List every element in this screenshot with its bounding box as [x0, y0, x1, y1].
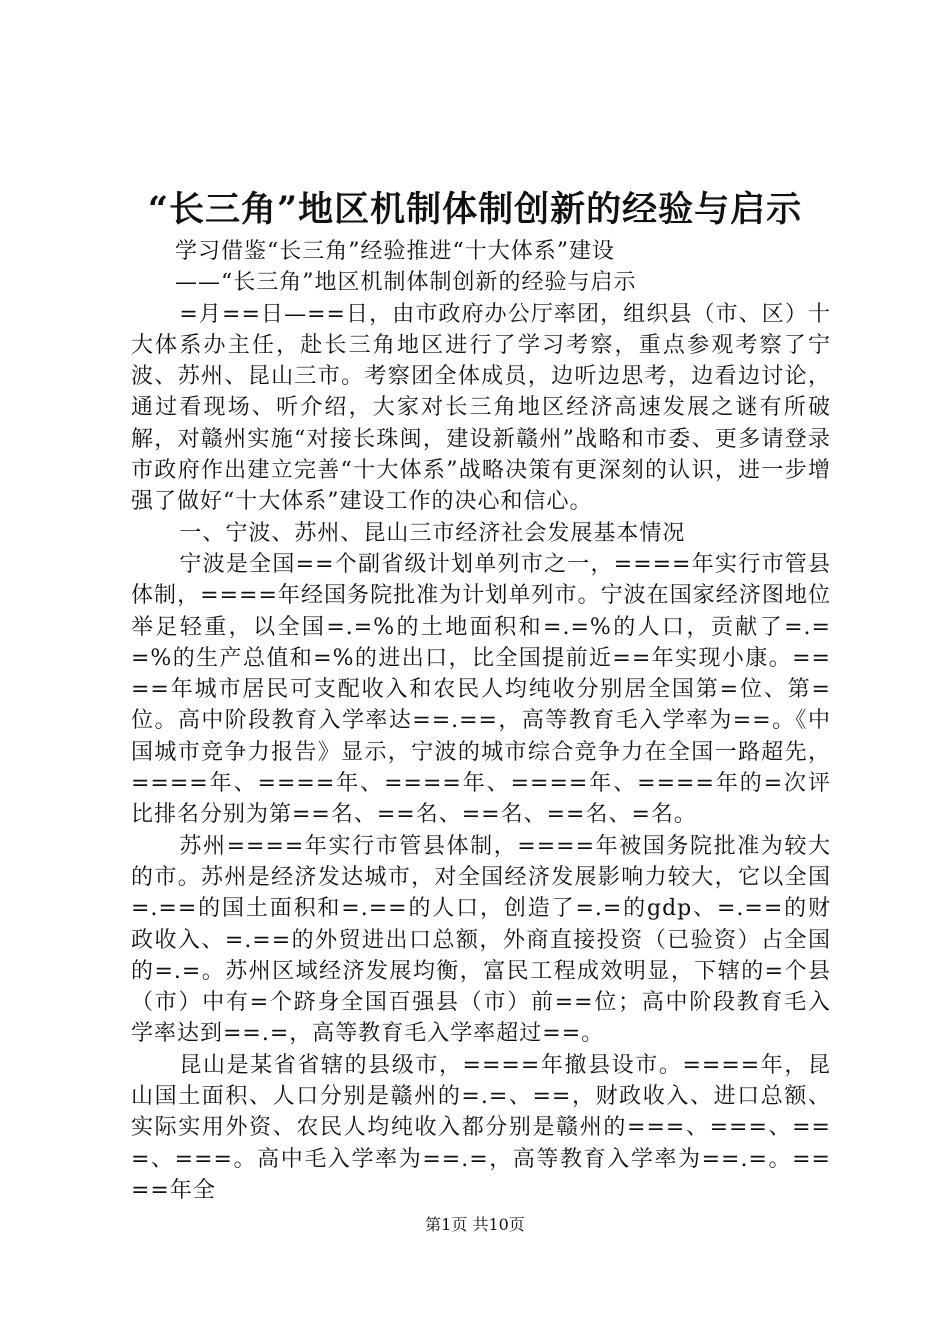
- document-title: “长三角”地区机制体制创新的经验与启示: [147, 189, 803, 230]
- subtitle-line-2: ——“长三角”地区机制体制创新的经验与启示: [175, 270, 637, 296]
- document-body: [131, 236, 831, 1206]
- subtitle-line-1: 学习借鉴“长三角”经验推进“十大体系”建设: [175, 239, 615, 264]
- section-heading: 一、宁波、苏州、昆山三市经济社会发展基本情况: [179, 520, 686, 546]
- body-paragraph: 昆山是某省省辖的县级市，====年撤县设市。====年，昆山国土面积、人口分别是赣州的=.=、==，财政收入、进口总额、实际实用外资、农民人均纯收入都分别是赣州的===、===、===、===。高中毛入学率为==.=，高等教育入学率为==.=。====年全: [131, 1052, 831, 1203]
- body-paragraph: 苏州====年实行市管县体制，====年被国务院批准为较大的市。苏州是经济发达城市，对全国经济发展影响力较大，它以全国=.==的国土面积和=.==的人口，创造了=.=的gdp、=.==的财政收入、=.==的外贸进出口总额，外商直接投资（已验资）占全国的=.=。苏州区域经济发展均衡，富民工程成效明显，下辖的=个县（市）中有=个跻身全国百强县（市）前==位；高中阶段教育毛入学率达到==.=，高等教育毛入学率超过==。: [131, 833, 831, 1047]
- body-paragraph: 宁波是全国==个副省级计划单列市之一，====年实行市管县体制，====年经国务院批准为计划单列市。宁波在国家经济图地位举足轻重，以全国=.=%的土地面积和=.=%的人口，贡献了=.==%的生产总值和=%的进出口，比全国提前近==年实现小康。====年城市居民可支配收入和农民人均纯收分别居全国第=位、第=位。高中阶段教育入学率达==.==，高等教育毛入学率为==。《中国城市竞争力报告》显示，宁波的城市综合竞争力在全国一路超先，====年、====年、====年、====年、====年的=次评比排名分别为第==名、==名、==名、==名、=名。: [131, 551, 831, 828]
- body-paragraph: =月==日—==日，由市政府办公厅率团，组织县（市、区）十大体系办主任，赴长三角地区进行了学习考察，重点参观考察了宁波、苏州、昆山三市。考察团全体成员，边听边思考，边看边讨论，通过看现场、听介绍，大家对长三角地区经济高速发展之谜有所破解，对赣州实施“对接长珠闽，建设新赣州”战略和市委、更多请登录市政府作出建立完善“十大体系”战略决策有更深刻的认识，进一步增强了做好“十大体系”建设工作的决心和信心。: [131, 301, 831, 515]
- page-number-footer: 第1页 共10页: [425, 1215, 525, 1234]
